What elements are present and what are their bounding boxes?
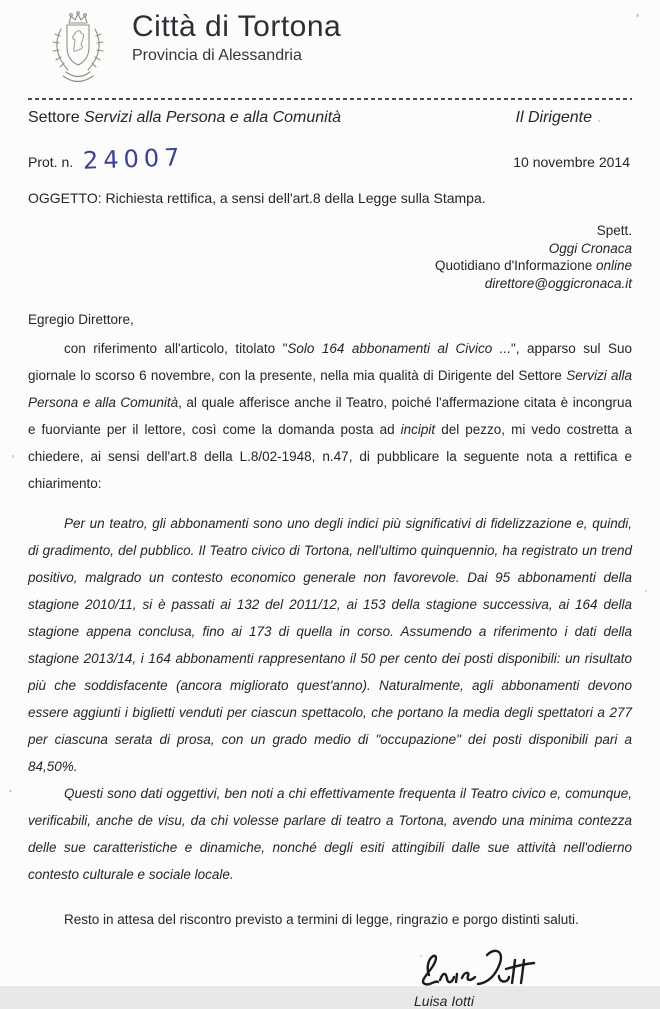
scan-speck xyxy=(420,955,422,957)
dashed-divider xyxy=(28,98,632,100)
tortona-coat-of-arms-icon xyxy=(46,10,110,97)
recipient-name: Oggi Cronaca xyxy=(548,240,632,256)
sector-row xyxy=(28,109,632,127)
scan-speck xyxy=(598,120,600,122)
greeting-line: Egregio Direttore, xyxy=(28,312,134,327)
paragraph-intro: con riferimento all'articolo, titolato "Solo 164 abbonamenti al Civico ...", apparso sul Suo giornale lo scorso 6 novembre, con la presente, nella mia qualità di Dirigente del Settore Servizi alla Persona e alla Comunità, al quale afferisce anche il Teatro, poiché l'affermazione citata è incongrua e fuorviante per il lettore, così come la domanda posta ad incipit del pezzo, mi vedo costretta a chiedere, ai sensi dell'art.8 della L.8/02-1948, n.47, di pubblicare la seguente nota a rettifica e chiarimento: xyxy=(28,341,633,491)
scan-speck xyxy=(12,455,14,458)
closing-line: Resto in attesa del riscontro previsto a termini di legge, ringrazio e porgo distinti saluti. xyxy=(64,912,579,927)
letterhead xyxy=(46,8,632,92)
protocol-label: Prot. n. xyxy=(28,154,74,170)
protocol-number-handwritten: 24007 xyxy=(82,143,185,175)
subject-line: OGGETTO: Richiesta rettifica, a sensi dell'art.8 della Legge sulla Stampa. xyxy=(28,190,486,206)
letter-date: 10 novembre 2014 xyxy=(513,154,630,170)
recipient-block xyxy=(28,222,632,292)
role-label: Il Dirigente xyxy=(515,109,592,126)
recipient-description: Quotidiano d'Informazione online xyxy=(435,258,632,273)
paragraph-objective-data: Questi sono dati oggettivi, ben noti a chi effettivamente frequenta il Teatro civico e, comunque, verificabili, anche de visu, da chi volesse parlare di teatro a Tortona, avendo una minima contezza delle sue caratteristiche e dinamiche, nonché degli esiti attingibili dalle sue attività nell'odierno contesto culturale e sociale locale. xyxy=(28,786,632,882)
province-subtitle: Provincia di Alessandria xyxy=(132,47,302,64)
protocol-row xyxy=(28,143,632,175)
scan-speck xyxy=(636,14,639,17)
letterhead-text xyxy=(132,8,341,65)
sector-label: Settore Servizi alla Persona e alla Comunità xyxy=(28,109,342,126)
signature-block xyxy=(406,943,546,1009)
recipient-salutation: Spett. xyxy=(596,223,632,238)
scan-speck xyxy=(9,790,12,792)
recipient-email: direttore@oggicronaca.it xyxy=(484,275,632,291)
signer-typed-name: Luisa Iotti xyxy=(414,993,474,1009)
scan-speck xyxy=(645,590,647,592)
paragraph-rectification-note: Per un teatro, gli abbonamenti sono uno degli indici più significativi di fidelizzazione e, quindi, di gradimento, del pubblico. Il Teatro civico di Tortona, nell'ultimo quinquennio, ha registrato un trend positivo, malgrado un contesto economico generale non favorevole. Dai 95 abbonamenti della stagione 2010/11, si è passati ai 132 del 2011/12, ai 153 della stagione successiva, ai 164 della stagione appena conclusa, fino ai 173 di quella in corso. Assumendo a riferimento i dati della stagione 2013/14, i 164 abbonamenti rappresentano il 50 per cento dei posti disponibili: un risultato più che soddisfacente (ancora migliorato quest'anno). Naturalmente, agli abbonamenti devono essere aggiunti i biglietti venduti per ciascun spettacolo, che portano la media degli spettatori a 277 per ciascuna serata di prosa, con un grado medio di "occupazione" dei posti disponibili pari a 84,50%. xyxy=(28,516,632,774)
handwritten-signature-icon xyxy=(413,943,539,995)
city-title: Città di Tortona xyxy=(132,10,342,43)
